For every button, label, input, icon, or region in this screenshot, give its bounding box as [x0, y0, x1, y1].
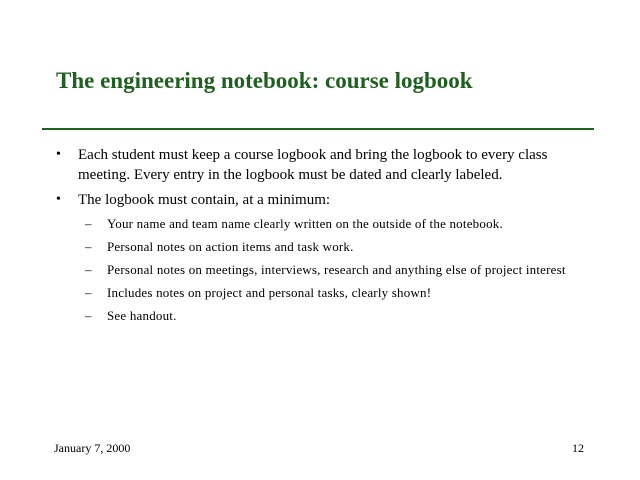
dash-icon: – — [85, 262, 92, 277]
slide-title: The engineering notebook: course logbook — [56, 68, 473, 93]
bullet-item — [56, 190, 568, 210]
bullet-text: The logbook must contain, at a minimum: — [78, 192, 331, 208]
bullet-icon: • — [56, 147, 61, 162]
sub-bullet-text: Your name and team name clearly written on the outside of the notebook. — [107, 216, 503, 231]
sub-bullet-text: Personal notes on meetings, interviews, research and anything else of project interest — [107, 262, 566, 277]
sub-bullet-item — [85, 261, 587, 279]
dash-icon: – — [85, 308, 92, 323]
bullet-text: Each student must keep a course logbook and bring the logbook to every class meeting. Every entry in the logbook must be dated and clearly labeled. — [78, 147, 548, 183]
footer-date: January 7, 2000 — [54, 441, 131, 455]
sub-bullet-text: Includes notes on project and personal tasks, clearly shown! — [107, 285, 432, 300]
bullet-item — [56, 145, 568, 185]
sub-bullet-item — [85, 307, 587, 325]
sub-bullet-item — [85, 215, 587, 233]
dash-icon: – — [85, 239, 92, 254]
sub-bullet-item — [85, 284, 587, 302]
title-divider — [42, 128, 594, 130]
dash-icon: – — [85, 285, 92, 300]
page-number: 12 — [572, 441, 584, 455]
sub-bullet-text: See handout. — [107, 308, 177, 323]
sub-bullet-item — [85, 238, 587, 256]
slide-content — [0, 145, 640, 330]
dash-icon: – — [85, 216, 92, 231]
sub-bullet-text: Personal notes on action items and task work. — [107, 239, 354, 254]
bullet-icon: • — [56, 192, 61, 207]
